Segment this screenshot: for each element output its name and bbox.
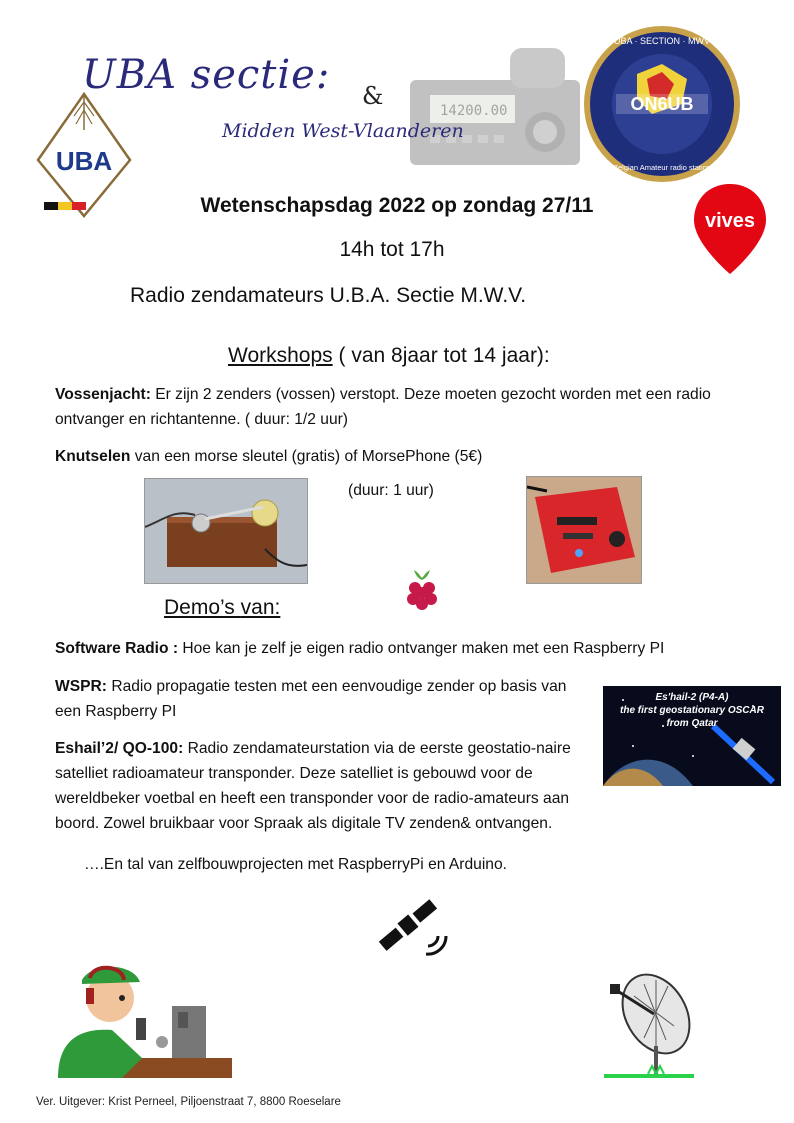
eshail-paragraph [55, 736, 600, 836]
software-radio-label: Software Radio : [55, 640, 179, 657]
section-title: UBA sectie: [82, 52, 331, 98]
on6ub-ring-text: UBA · SECTION · MWV [613, 36, 711, 46]
uba-logo-text: UBA [55, 146, 113, 176]
vossenjacht-label: Vossenjacht: [55, 386, 151, 403]
satellite-caption-3: from Qatar [666, 718, 718, 729]
software-radio-paragraph [55, 636, 745, 661]
dish-antenna-illustration [604, 966, 700, 1082]
eshail-text: Radio zendamateurstation via de eerste geostatio-naire satelliet radioamateur transponder. Deze satelliet is gebouwd voor de wereldbeker voetbal en heeft een transponder voor de radio-amateurs aan boord. Zowel bruikbaar voor Spraak als digitale TV zenden& ontvangen. [55, 740, 571, 832]
on6ub-bottom-text: Belgian Amateur radio station [613, 163, 711, 172]
knutselen-paragraph [55, 444, 745, 469]
wspr-label: WSPR: [55, 678, 107, 695]
demos-heading-text: Demo’s [164, 596, 241, 619]
vives-text: vives [704, 210, 756, 232]
closing-line: ….En tal van zelfbouwprojecten met RaspberryPi en Arduino. [84, 856, 507, 873]
section-subtitle: Midden West-Vlaanderen [222, 120, 464, 142]
morse-key-photo [144, 478, 308, 584]
event-time: 14h tot 17h [339, 238, 445, 261]
publisher-footer: Ver. Uitgever: Krist Perneel, Piljoenstraat 7, 8800 Roeselare [36, 1096, 341, 1108]
radio-operator-cartoon [52, 958, 232, 1080]
workshops-heading [228, 344, 550, 368]
workshops-heading-text: Workshops [228, 344, 333, 367]
wspr-text: Radio propagatie testen met een eenvoudige zender op basis van een Raspberry PI [55, 678, 567, 720]
transceiver-illustration [410, 40, 590, 170]
raspberry-pi-icon [402, 566, 442, 614]
event-title: Wetenschapsdag 2022 op zondag 27/11 [200, 194, 594, 217]
wspr-paragraph [55, 674, 595, 724]
vossenjacht-paragraph [55, 382, 745, 432]
satellite-caption-2: the first geostationary OSCAR [620, 705, 764, 716]
event-organizer: Radio zendamateurs U.B.A. Sectie M.W.V. [130, 284, 527, 307]
knutselen-text: van een morse sleutel (gratis) of MorsePhone (5€) [130, 448, 483, 465]
morsephone-board-photo [526, 476, 642, 584]
satellite-icon [372, 888, 450, 964]
knutselen-label: Knutselen [55, 448, 131, 465]
on6ub-callsign: ON6UB [630, 94, 694, 114]
eshail-satellite-image [603, 686, 781, 786]
demos-heading-suffix: van: [240, 596, 281, 619]
software-radio-text: Hoe kan je zelf je eigen radio ontvanger maken met een Raspberry PI [178, 640, 665, 657]
eshail-label: Eshail’2/ QO-100: [55, 740, 184, 757]
workshops-heading-suffix: ( van 8jaar tot 14 jaar): [332, 344, 550, 367]
radio-display-text: 14200.00 [440, 103, 508, 119]
ampersand: & [362, 82, 384, 110]
demos-heading [164, 596, 280, 620]
satellite-caption-1: Es'hail-2 (P4-A) [655, 692, 729, 703]
on6ub-badge [582, 24, 742, 184]
vossenjacht-text: Er zijn 2 zenders (vossen) verstopt. Deze moeten gezocht worden met een radio ontvanger en richtantenne. ( duur: 1/2 uur) [55, 386, 711, 428]
duration-note: (duur: 1 uur) [348, 482, 434, 499]
